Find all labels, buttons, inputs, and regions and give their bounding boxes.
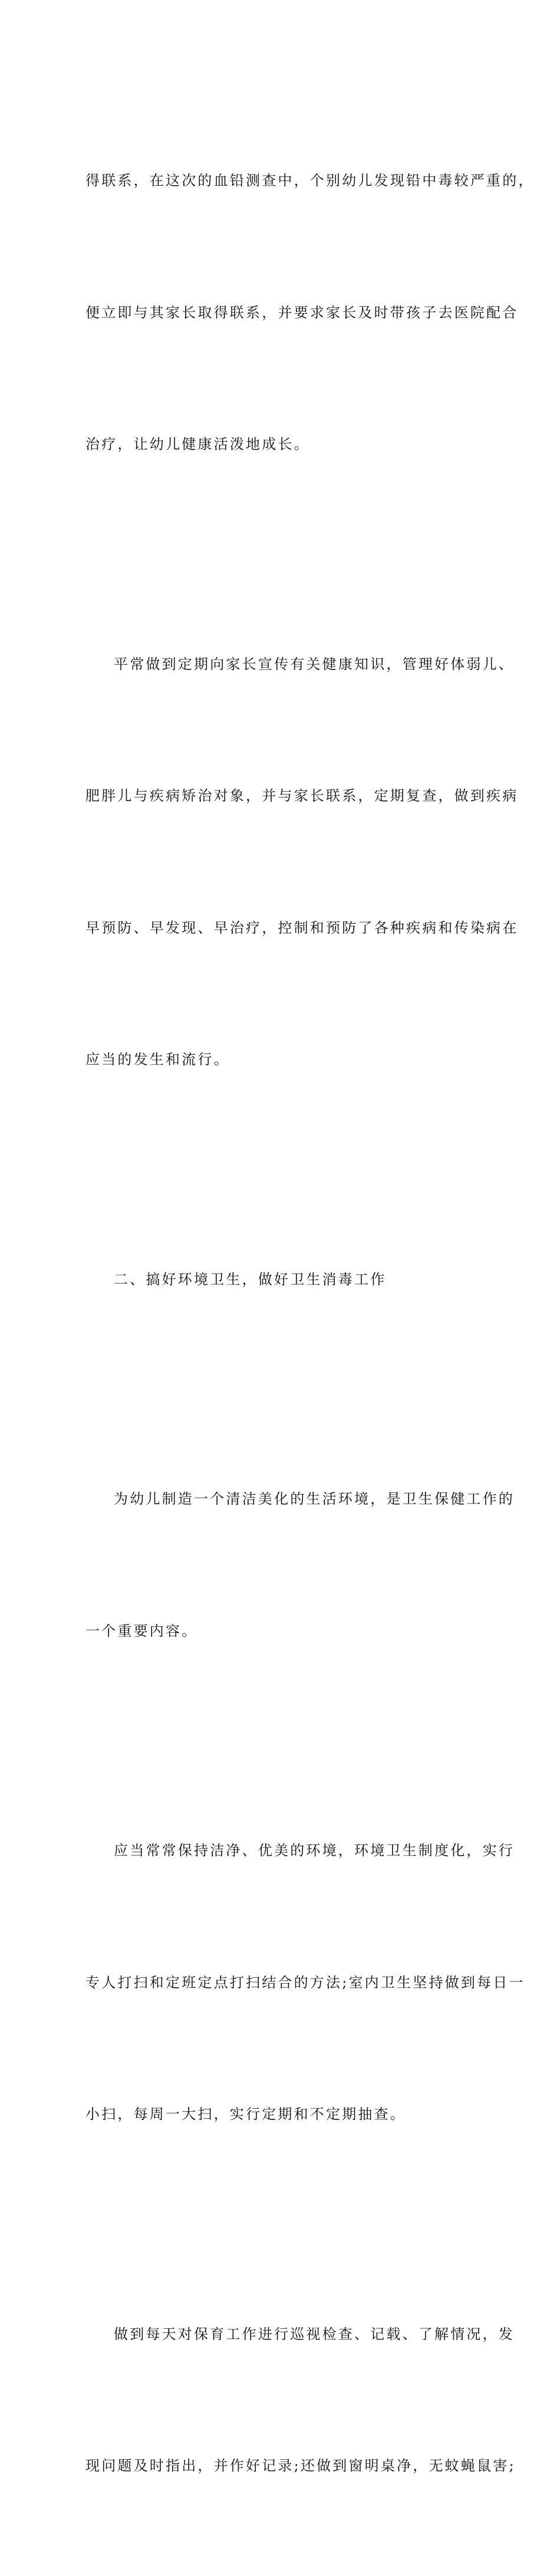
paragraph-line: 肥胖儿与疾病矫治对象，并与家长联系，定期复查，做到疾病 xyxy=(85,787,519,804)
document-body xyxy=(85,71,535,2576)
paragraph-3 xyxy=(85,1389,515,1741)
paragraph-line: 平常做到定期向家长宣传有关健康知识，管理好体弱儿、 xyxy=(114,655,515,672)
paragraph-line: 便立即与其家长取得联系，并要求家长及时带孩子去医院配合 xyxy=(85,304,519,321)
paragraph-1 xyxy=(85,71,535,554)
paragraph-line: 专人打扫和定班定点打扫结合的方法;室内卫生坚持做到每日一 xyxy=(85,1974,525,1991)
paragraph-2 xyxy=(85,554,519,1170)
section-heading-text: 二、搞好环境卫生，做好卫生消毒工作 xyxy=(114,1271,387,1288)
paragraph-line: 小扫，每周一大扫，实行定期和不定期抽查。 xyxy=(85,2106,406,2122)
paragraph-line: 为幼儿制造一个清洁美化的生活环境，是卫生保健工作的 xyxy=(114,1491,515,1507)
paragraph-line: 应当的发生和流行。 xyxy=(85,1051,230,1068)
paragraph-line: 治疗，让幼儿健康活泼地成长。 xyxy=(85,436,310,452)
paragraph-line: 现问题及时指出，并作好记录;还做到窗明桌净，无蚊蝇鼠害; xyxy=(85,2457,516,2474)
paragraph-4 xyxy=(85,1741,525,2224)
paragraph-5 xyxy=(85,2224,516,2576)
paragraph-line: 一个重要内容。 xyxy=(85,1622,198,1639)
paragraph-line: 做到每天对保育工作进行巡视检查、记载、了解情况，发 xyxy=(114,2325,515,2342)
paragraph-line: 应当常常保持洁净、优美的环境，环境卫生制度化，实行 xyxy=(114,1842,515,1859)
section-heading xyxy=(85,1170,480,1390)
paragraph-line: 早预防、早发现、早治疗，控制和预防了各种疾病和传染病在 xyxy=(85,919,519,936)
paragraph-line: 得联系，在这次的血铅测查中，个别幼儿发现铅中毒较严重的， xyxy=(85,172,535,189)
